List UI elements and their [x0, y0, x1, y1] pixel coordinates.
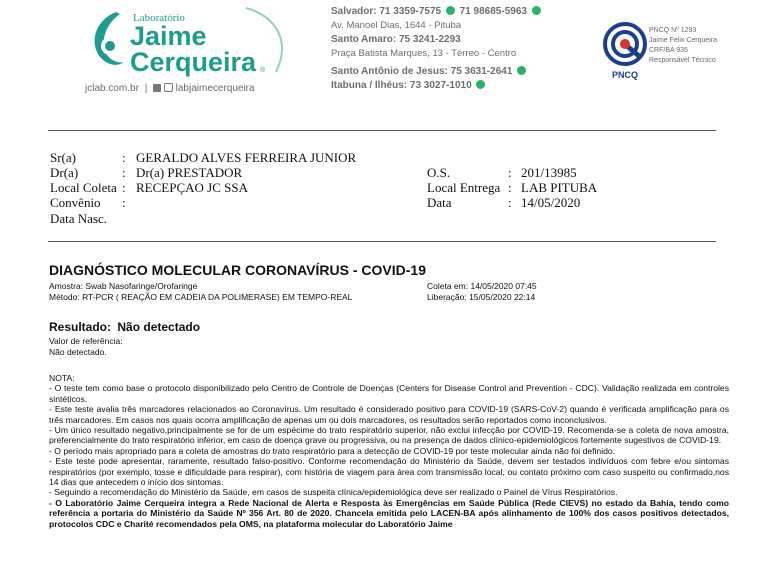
logo-small-label: Laboratório — [133, 12, 185, 24]
whatsapp-icon — [476, 80, 485, 89]
note-paragraph: - O teste tem como base o protocolo disponibilizado pelo Centro de Controle de Doenças (Centers for Disease Control and Prevention - CDC). Validação realizada em controles sintéticos. — [49, 383, 729, 404]
instagram-icon — [164, 83, 173, 92]
note-paragraph-bold: - O Laboratório Jaime Cerqueira integra a Rede Nacional de Alerta e Resposta às Emergências em Saúde Pública (Rede CIEVS) no estado da Bahia, tendo como referência a portaria do Ministério da Saúde Nº 356 Art. 80 de 2020. Chancela emitida pelo LACEN-BA após alinhamento de 100% dos casos positivos detectados, protocolos CDC e Charité recomendados pela OMS, na plataforma molecular do Laboratório Jaime — [49, 497, 729, 529]
whatsapp-icon — [446, 6, 455, 15]
exam-title: DIAGNÓSTICO MOLECULAR CORONAVÍRUS - COVID-19 — [49, 262, 426, 278]
doctor-value: Dr(a) PRESTADOR — [136, 165, 243, 180]
doctor-label: Dr(a) — [50, 165, 79, 180]
patient-divider — [48, 241, 716, 242]
reference-value: Não detectado. — [49, 347, 107, 357]
date-label: Data — [427, 195, 452, 210]
result-line — [49, 320, 200, 334]
contact-salvador: Salvador: 71 3359-7575 71 98685-5963 — [331, 5, 571, 19]
contact-itabuna: Itabuna / Ilhéus: 73 3027-1010 — [331, 79, 571, 93]
note-paragraph: - Um único resultado negativo,principalmente se for de um espécime do trato respiratório superior, não exclui infecção por COVID-19. Recomenda-se a coleta de nova amostra, preferencialmente do trato respiratório inferior, em caso de doença grave ou progressiva, ou na presença de dados clínico-epidemiológicos fortemente sugestivos de COVID-19. — [49, 425, 729, 446]
insurance-colon: : — [122, 195, 126, 210]
header-divider — [48, 130, 716, 131]
collect-colon: : — [122, 180, 126, 195]
contact-salvador-address: Av. Manoel Dias, 1644 - Pituba — [331, 20, 462, 31]
lab-logo-swoosh-icon — [86, 6, 130, 76]
exam-method: Método: RT-PCR ( REAÇÃO EM CADEIA DA POLIMERASE) EM TEMPO-REAL — [49, 292, 353, 302]
collect-value: RECEPÇAO JC SSA — [136, 180, 248, 195]
whatsapp-icon — [517, 66, 526, 75]
facebook-icon — [153, 84, 161, 92]
notes-heading: NOTA: — [49, 373, 75, 383]
os-colon: : — [508, 165, 512, 180]
pncq-info: PNCQ Nº 1293 Jaime Felix Cerqueira CRF/BA 935 Responsável Técnico — [649, 27, 718, 64]
pncq-badge: PNCQ — [611, 70, 638, 80]
pncq-seal-icon — [603, 22, 647, 66]
contact-saj: Santo Antônio de Jesus: 75 3631-2641 — [331, 65, 571, 79]
lab-logo — [86, 6, 286, 84]
logo-name-line2: Cerqueira — [130, 47, 257, 77]
name-value: GERALDO ALVES FERREIRA JUNIOR — [136, 150, 357, 165]
date-colon: : — [508, 195, 512, 210]
pncq-seal — [603, 22, 647, 78]
note-paragraph: - O período mais apropriado para a coleta de amostras do trato respiratório para a detecção de COVID-19 por teste molecular ainda não foi definido. — [49, 445, 616, 456]
note-paragraph: - Seguindo a recomendação do Ministério da Saúde, em casos de suspeita clínica/epidemiológica deve ser realizado o Painel de Vírus Respiratórios. — [49, 487, 618, 498]
lab-links — [85, 83, 255, 94]
doctor-colon: : — [122, 165, 126, 180]
social-link[interactable]: labjaimecerqueira — [175, 83, 255, 94]
name-colon: : — [122, 150, 126, 165]
os-value: 201/13985 — [521, 165, 577, 180]
date-value: 14/05/2020 — [521, 195, 581, 210]
contact-santo-amaro: Santo Amaro: 75 3241-2293 — [331, 34, 461, 45]
collect-label: Local Coleta — [50, 180, 117, 195]
delivery-value: LAB PITUBA — [521, 180, 598, 195]
notes-block — [49, 373, 729, 529]
note-paragraph: - Este teste pode apresentar, raramente, resultado falso-positivo. Conforme recomendação do Ministério da Saúde, devem ser testados indivíduos com febre e/ou sintomas respiratórios (por exemplo, tosse e dificuldade para respirar), com história de viagem para área com transmissão local, ou contato próximo com caso suspeito ou confirmado,nos 14 dias que antecedem o início dos sintomas. — [49, 456, 729, 488]
delivery-label: Local Entrega — [427, 180, 501, 195]
birth-label: Data Nasc. — [50, 211, 108, 226]
contact-santo-amaro-address: Praça Batista Marques, 13 - Térreo - Centro — [331, 48, 517, 59]
os-label: O.S. — [427, 165, 451, 180]
contact-block — [331, 5, 571, 93]
exam-collection: Coleta em: 14/05/2020 07:45 — [427, 281, 537, 291]
note-paragraph: - Este teste avalia três marcadores relacionados ao Coronavírus. Um resultado é considerado positivo para COVID-19 (SARS-CoV-2) quando é verificada amplificação para os três marcadores. Em casos nos quais ocorra amplificação de apenas um ou dois marcadores, os resultados serão reportados como inconclusivos. — [49, 404, 729, 425]
exam-sample: Amostra: Swab Nasofaringe/Orofaringe — [49, 281, 198, 291]
whatsapp-icon — [532, 6, 541, 15]
insurance-label: Convênio — [50, 195, 101, 210]
patient-info — [50, 150, 720, 230]
result-value: Não detectado — [117, 320, 201, 334]
logo-registered: ® — [260, 67, 266, 74]
delivery-colon: : — [508, 180, 512, 195]
reference-label: Valor de referência: — [49, 336, 123, 346]
name-label: Sr(a) — [50, 150, 76, 165]
logo-decor-curve — [236, 6, 296, 76]
links-separator: | — [144, 83, 148, 94]
logo-name-line1: Jaime — [130, 21, 207, 51]
result-label: Resultado: — [49, 320, 112, 334]
exam-release: Liberação: 15/05/2020 22:14 — [427, 292, 536, 302]
site-link[interactable]: jclab.com.br — [85, 83, 139, 94]
